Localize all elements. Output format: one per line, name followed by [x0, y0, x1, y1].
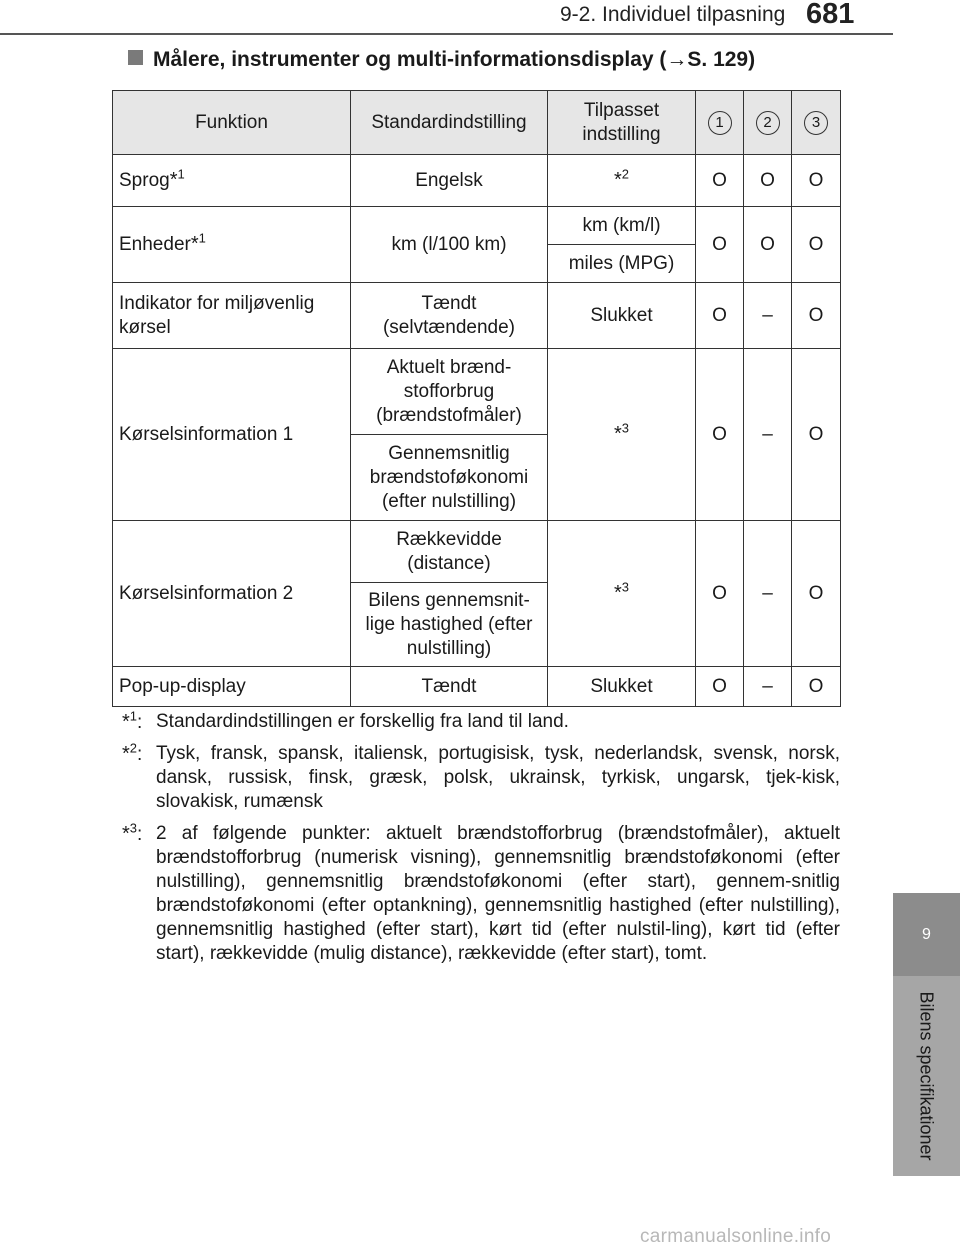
cell-c3: O	[792, 155, 841, 207]
circled-3: 3	[804, 111, 828, 135]
footnote-text: 2 af følgende punkter: aktuelt brændstofforbrug (brændstofmåler), aktuelt brændstofforbrug (numerisk visning), gennemsnitlig brændstoføkonomi (efter nulstilling), gennemsnitlig brændstoføkonomi (efter start), gennem-snitlig brændstoføkonomi (efter optankning), gennemsnitlig hastighed (efter nulstilling), gennemsnitlig hastighed (efter start), kørt tid (efter nulstil-ling), kørt tid (efter start), rækkevidde (mulig distance), rækkevidde (efter start), tomt.	[156, 823, 840, 964]
circled-1: 1	[708, 111, 732, 135]
cell-funktion: Kørselsinformation 2	[113, 521, 351, 667]
table-header-row	[113, 91, 841, 155]
cell-text: Sprog	[119, 170, 170, 191]
cell-c1: O	[696, 349, 744, 521]
cell-c1: O	[696, 283, 744, 349]
cell-c3: O	[792, 521, 841, 667]
cell-standard: km (l/100 km)	[351, 207, 548, 283]
cell-standard: Bilens gennemsnit-lige hastighed (efter nulstilling)	[351, 583, 548, 667]
section-heading	[128, 48, 755, 72]
cell-c2: –	[744, 521, 792, 667]
running-header: 9-2. Individuel tilpasning	[560, 3, 786, 26]
table-row	[113, 349, 841, 435]
header-funktion: Funktion	[113, 91, 351, 155]
footnote-ref: 3	[621, 420, 630, 436]
settings-table	[112, 90, 841, 707]
table-row	[113, 667, 841, 707]
cell-c1: O	[696, 521, 744, 667]
footnote-marker: *$^2$:	[122, 740, 143, 765]
cell-standard: Rækkevidde (distance)	[351, 521, 548, 583]
cell-tilpasset	[548, 155, 696, 207]
chapter-title: Bilens specifikationer	[916, 991, 937, 1161]
chapter-number: 9	[922, 925, 931, 943]
cell-text: Enheder	[119, 234, 191, 255]
cell-tilpasset: Slukket	[548, 667, 696, 707]
table-row	[113, 207, 841, 245]
cell-c3: O	[792, 283, 841, 349]
cell-c2: –	[744, 283, 792, 349]
footnotes	[120, 710, 840, 974]
cell-funktion: Indikator for miljøvenlig kørsel	[113, 283, 351, 349]
footnote-marker: *$^1$:	[122, 708, 143, 733]
square-bullet-icon	[128, 50, 143, 65]
cell-funktion	[113, 155, 351, 207]
table-row	[113, 283, 841, 349]
cell-standard: Tændt (selvtændende)	[351, 283, 548, 349]
header-rule	[0, 33, 893, 35]
table-row	[113, 521, 841, 583]
asterisk: *	[190, 233, 199, 255]
asterisk: *	[613, 169, 622, 191]
circled-2: 2	[756, 111, 780, 135]
cell-funktion: Pop-up-display	[113, 667, 351, 707]
footnote-text: Tysk, fransk, spansk, italiensk, portugisisk, tysk, nederlandsk, svensk, norsk, dansk, russisk, finsk, græsk, polsk, ukrainsk, tyrkisk, ungarsk, tjek-kisk, slovakisk, rumænsk	[156, 743, 840, 812]
cell-c1: O	[696, 667, 744, 707]
footnote-ref: 2	[621, 166, 630, 182]
cell-c3: O	[792, 207, 841, 283]
footnote-2	[120, 742, 840, 814]
cell-tilpasset	[548, 349, 696, 521]
cell-standard: Gennemsnitlig brændstoføkonomi (efter nulstilling)	[351, 435, 548, 521]
footnote-marker: *$^3$:	[122, 820, 143, 845]
cell-c1: O	[696, 155, 744, 207]
cell-tilpasset: km (km/l)	[548, 207, 696, 245]
chapter-label-band	[893, 976, 960, 1176]
cell-c3: O	[792, 667, 841, 707]
header-tilpasset: Tilpasset indstilling	[548, 91, 696, 155]
header-col-1	[696, 91, 744, 155]
table-row	[113, 155, 841, 207]
cell-c2: O	[744, 155, 792, 207]
footnote-text: Standardindstillingen er forskellig fra land til land.	[156, 711, 569, 732]
cell-tilpasset	[548, 521, 696, 667]
watermark: carmanualsonline.info	[640, 1226, 832, 1247]
cell-tilpasset: miles (MPG)	[548, 245, 696, 283]
asterisk: *	[169, 169, 178, 191]
asterisk: *	[613, 423, 622, 445]
cell-tilpasset: Slukket	[548, 283, 696, 349]
cell-funktion: Kørselsinformation 1	[113, 349, 351, 521]
cell-standard: Aktuelt brænd-stofforbrug (brændstofmåler)	[351, 349, 548, 435]
chapter-tab	[893, 893, 960, 976]
footnote-ref: 3	[621, 579, 630, 595]
cell-c1: O	[696, 207, 744, 283]
cell-c2: O	[744, 207, 792, 283]
page-number: 681	[806, 0, 855, 30]
cell-c3: O	[792, 349, 841, 521]
footnote-3	[120, 822, 840, 966]
header-col-3	[792, 91, 841, 155]
cell-c2: –	[744, 349, 792, 521]
cell-standard: Tændt	[351, 667, 548, 707]
asterisk: *	[613, 582, 622, 604]
footnote-1	[120, 710, 840, 734]
cell-funktion	[113, 207, 351, 283]
section-heading-text: Målere, instrumenter og multi-informationsdisplay (→S. 129)	[153, 48, 756, 71]
footnote-ref: 1	[198, 230, 206, 246]
cell-standard: Engelsk	[351, 155, 548, 207]
cell-c2: –	[744, 667, 792, 707]
footnote-ref: 1	[177, 166, 185, 182]
header-col-2	[744, 91, 792, 155]
header-standard: Standardindstilling	[351, 91, 548, 155]
